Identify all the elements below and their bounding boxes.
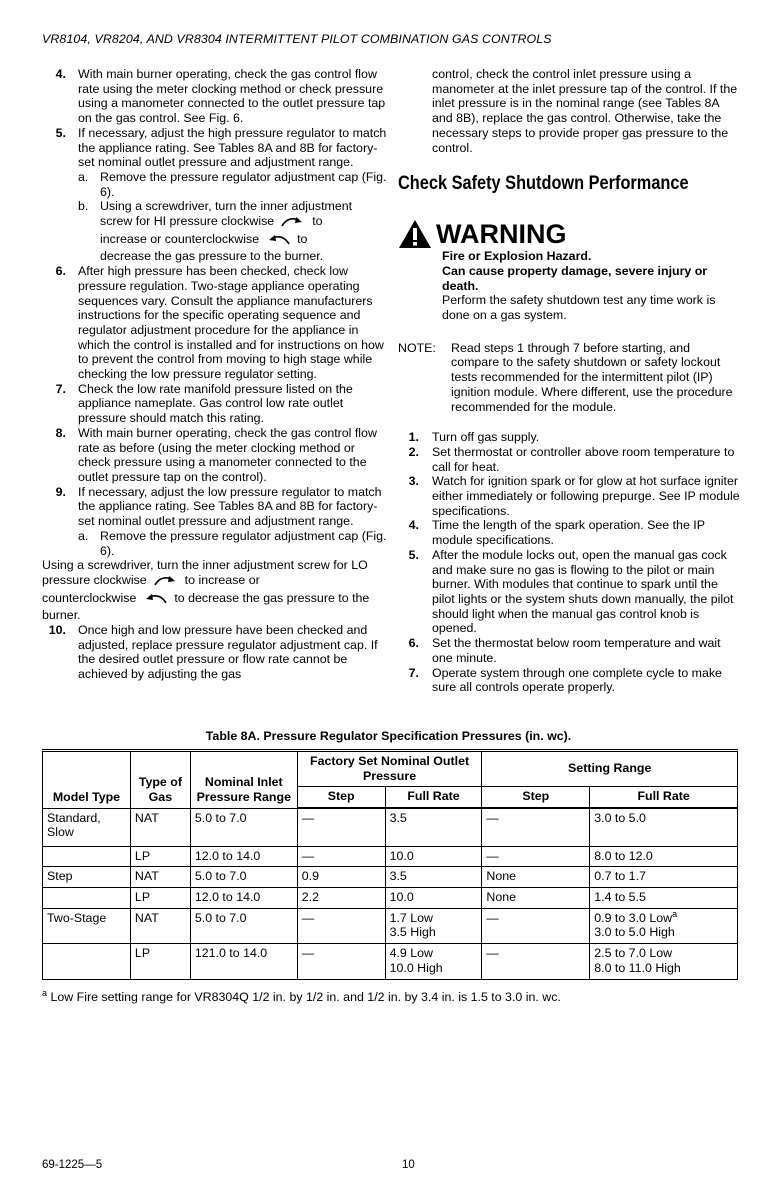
note — [398, 341, 741, 415]
warning-consequence: Can cause property damage, severe injury or death. — [442, 263, 708, 293]
safety-steps-list — [398, 430, 741, 695]
warning-hazard: Fire or Explosion Hazard. — [442, 249, 592, 264]
cell-line: 4.9 Low — [389, 946, 433, 961]
cell-factory-step: — — [297, 808, 385, 846]
step-number: 4. — [408, 518, 419, 533]
list-item — [42, 126, 387, 170]
cell-model: Step — [43, 867, 131, 888]
pressure-spec-table — [42, 749, 738, 980]
step-text: Time the length of the spark operation. See the IP module specifications. — [432, 518, 705, 548]
table-row — [43, 944, 738, 979]
header-setting-full: Full Rate — [590, 787, 738, 808]
step-text: Set thermostat or controller above room temperature to call for heat. — [432, 444, 735, 474]
warning-label: WARNING — [436, 219, 567, 250]
step-number: 3. — [408, 474, 419, 489]
cell-setting-full: 1.4 to 5.5 — [590, 888, 738, 909]
cell-line: 3.0 to 5.0 High — [594, 925, 675, 940]
item-text: If necessary, adjust the high pressure regulator to match the appliance rating. See Tables 8A and 8B for factory-set nominal outlet pressure and adjustment range. — [78, 125, 387, 170]
list-item — [42, 426, 387, 485]
cell-model — [43, 846, 131, 867]
clockwise-arrow-icon — [280, 215, 306, 232]
cell-inlet: 5.0 to 7.0 — [190, 808, 297, 846]
cell-model: Standard, Slow — [43, 808, 131, 846]
item-text: With main burner operating, check the gas control flow rate as before (using the meter clocking method or check pressure using a manometer connected to the outlet pressure tap on the control). — [78, 425, 377, 484]
footnote-marker: a — [672, 908, 678, 919]
lo-pressure-paragraph — [42, 558, 387, 623]
list-item — [42, 264, 387, 382]
cell-setting-step: — — [482, 908, 590, 943]
table-footnote — [42, 986, 561, 1005]
item-number: 9. — [55, 484, 66, 499]
table-row — [43, 846, 738, 867]
sub-item — [42, 529, 387, 558]
cell-setting-full — [590, 908, 738, 943]
sub-item-letter: a. — [78, 528, 89, 543]
cell-factory-step: — — [297, 908, 385, 943]
cell-inlet: 5.0 to 7.0 — [190, 867, 297, 888]
step-text: Turn off gas supply. — [432, 430, 540, 445]
cell-setting-step: — — [482, 846, 590, 867]
cell-setting-full — [590, 944, 738, 979]
cell-factory-step: 0.9 — [297, 867, 385, 888]
item-number: 5. — [55, 125, 66, 140]
cell-model — [43, 944, 131, 979]
list-item — [398, 430, 741, 445]
cell-model: Two-Stage — [43, 908, 131, 943]
cell-line: 10.0 High — [389, 960, 443, 975]
header-setting-range: Setting Range — [482, 751, 738, 787]
cell-gas: NAT — [130, 808, 190, 846]
cell-line-text: 0.9 to 3.0 Low — [594, 910, 673, 925]
header-factory-step: Step — [297, 787, 385, 808]
cell-inlet: 121.0 to 14.0 — [190, 944, 297, 979]
cell-setting-step: — — [482, 808, 590, 846]
list-item — [42, 485, 387, 529]
item-text: If necessary, adjust the low pressure regulator to match the appliance rating. See Tables 8A and 8B for factory-set nominal outlet pressure and adjustment range. — [78, 484, 382, 529]
warning-body — [398, 249, 741, 323]
step-number: 2. — [408, 444, 419, 459]
sub-item-text: increase or counterclockwise — [100, 231, 260, 246]
cell-factory-full — [385, 908, 482, 943]
cell-factory-full: 10.0 — [385, 846, 482, 867]
list-item — [398, 445, 741, 474]
cell-setting-step: — — [482, 944, 590, 979]
step-text: Operate system through one complete cycle to make sure all controls operate properly. — [432, 665, 722, 695]
sub-item-letter: a. — [78, 169, 89, 184]
item-text: With main burner operating, check the gas control flow rate using the meter clocking method or check pressure using a manometer connected to the outlet pressure tap on the gas control. See Fig. 6. — [78, 67, 386, 126]
step-text: Set the thermostat below room temperature and wait one minute. — [432, 636, 721, 665]
item-text: After high pressure has been checked, check low pressure regulation. Two-stage appliance operating sequences vary. Consult the appliance manufacturers instructions for the specific operating sequence and regulator adjustment procedure for the appliance in which the control is installed and for instructions on how to prevent the control from moving to high stage while checking the low pressure regulator setting. — [78, 264, 384, 382]
cell-line: 8.0 to 11.0 High — [594, 960, 681, 975]
counterclockwise-arrow-icon — [265, 233, 291, 250]
sub-item-text: decrease the gas pressure to the burner. — [100, 249, 324, 264]
table-header-row — [43, 751, 738, 787]
cell-factory-full — [385, 944, 482, 979]
cell-inlet: 12.0 to 14.0 — [190, 846, 297, 867]
continued-text: control, check the control inlet pressure using a manometer at the inlet pressure tap of the control. If the inlet pressure is in the nominal range (see Tables 8A and 8B), replace the gas control. Otherwise, take the necessary steps to provide proper gas pressure to the control. — [432, 67, 738, 155]
header-inlet-pressure: Nominal Inlet Pressure Range — [190, 751, 297, 809]
paragraph-text: counterclockwise — [42, 590, 137, 605]
header-gas-type: Type of Gas — [130, 751, 190, 809]
list-item — [398, 474, 741, 518]
item-number: 10. — [48, 623, 66, 638]
list-item — [398, 636, 741, 665]
cell-factory-step: — — [297, 846, 385, 867]
note-label: NOTE: — [398, 340, 436, 355]
sub-item-text: Using a screwdriver, turn the inner adjustment screw for HI pressure clockwise — [100, 199, 353, 229]
table-row — [43, 808, 738, 846]
sub-item-text: to — [312, 214, 323, 229]
cell-gas: NAT — [130, 908, 190, 943]
step-text: Watch for ignition spark or for glow at hot surface igniter either immediately or following prepurge. See IP module specifications. — [432, 474, 740, 518]
step-number: 5. — [408, 547, 419, 562]
cell-gas: LP — [130, 944, 190, 979]
paragraph-text: to decrease the gas pressure to the burner. — [42, 590, 370, 623]
cell-factory-full: 3.5 — [385, 867, 482, 888]
cell-inlet: 5.0 to 7.0 — [190, 908, 297, 943]
list-item — [42, 67, 387, 126]
table-row — [43, 908, 738, 943]
cell-setting-step: None — [482, 867, 590, 888]
header-factory-set: Factory Set Nominal Outlet Pressure — [297, 751, 482, 787]
step-text: After the module locks out, open the manual gas cock and make sure no gas is flowing to the pilot or main burner. With modules that continue to spark until the pilot lights or the system shuts down manually, the pilot should light when the manual gas control knob is opened. — [432, 547, 734, 636]
left-column — [42, 67, 387, 682]
cell-setting-step: None — [482, 888, 590, 909]
step-number: 1. — [408, 430, 419, 445]
cell-line: 1.7 Low — [389, 910, 433, 925]
item-text: Once high and low pressure have been checked and adjusted, replace pressure regulator adjustment cap. If the desired outlet pressure or flow rate cannot be achieved by adjusting the gas — [78, 623, 378, 682]
step-number: 7. — [408, 665, 419, 680]
note-text: Read steps 1 through 7 before starting, and compare to the safety shutdown or safety lockout tests recommended for the intermittent pilot (IP) ignition module. Where different, use the procedure recommended for the module. — [451, 340, 733, 414]
cell-setting-full: 3.0 to 5.0 — [590, 808, 738, 846]
warning-instruction: Perform the safety shutdown test any time work is done on a gas system. — [442, 293, 716, 323]
list-item — [398, 548, 741, 636]
header-setting-step: Step — [482, 787, 590, 808]
cell-factory-full: 10.0 — [385, 888, 482, 909]
cell-factory-step: 2.2 — [297, 888, 385, 909]
sub-item-letter: b. — [78, 199, 89, 214]
table-caption: Table 8A. Pressure Regulator Specification Pressures (in. wc). — [205, 729, 572, 743]
item-number: 6. — [55, 264, 66, 279]
list-item — [42, 623, 387, 682]
cell-setting-full: 8.0 to 12.0 — [590, 846, 738, 867]
header-model-type: Model Type — [43, 751, 131, 809]
cell-factory-full: 3.5 — [385, 808, 482, 846]
sub-item-text: to — [297, 231, 308, 246]
cell-model — [43, 888, 131, 909]
footnote-text: Low Fire setting range for VR8304Q 1/2 in. by 1/2 in. and 1/2 in. by 3.4 in. is 1.5 to 3.0 in. wc. — [50, 990, 561, 1005]
footnote-marker: a — [42, 988, 48, 998]
header-factory-full: Full Rate — [385, 787, 482, 808]
sub-item — [42, 199, 387, 264]
item-text: Check the low rate manifold pressure listed on the appliance nameplate. Gas control low rate outlet pressure should match this rating. — [78, 381, 353, 426]
page-number: 10 — [402, 1159, 415, 1171]
cell-inlet: 12.0 to 14.0 — [190, 888, 297, 909]
sub-item — [42, 170, 387, 199]
cell-gas: LP — [130, 888, 190, 909]
cell-factory-step: — — [297, 944, 385, 979]
warning-title — [398, 219, 741, 249]
counterclockwise-arrow-icon — [142, 592, 168, 609]
document-number: 69-1225—5 — [42, 1159, 103, 1171]
section-heading: Check Safety Shutdown Performance — [398, 173, 689, 195]
sub-item-text: Remove the pressure regulator adjustment cap (Fig. 6). — [100, 528, 387, 558]
step-number: 6. — [408, 636, 419, 651]
cell-gas: LP — [130, 846, 190, 867]
list-item — [398, 666, 741, 695]
table-row — [43, 867, 738, 888]
item-number: 4. — [55, 67, 66, 81]
table-row — [43, 888, 738, 909]
cell-gas: NAT — [130, 867, 190, 888]
item-number: 8. — [55, 425, 66, 440]
paragraph-text: Using a screwdriver, turn the inner adjustment screw for LO pressure clockwise — [42, 558, 368, 587]
list-item — [398, 518, 741, 547]
sub-item-text: Remove the pressure regulator adjustment cap (Fig. 6). — [100, 169, 387, 199]
cell-setting-full: 0.7 to 1.7 — [590, 867, 738, 888]
warning-triangle-icon — [398, 219, 432, 249]
right-column — [398, 67, 741, 695]
clockwise-arrow-icon — [153, 574, 179, 591]
cell-line: 3.5 High — [389, 925, 436, 940]
running-header: VR8104, VR8204, AND VR8304 INTERMITTENT PILOT COMBINATION GAS CONTROLS — [42, 32, 552, 46]
list-item — [42, 382, 387, 426]
cell-line — [594, 908, 733, 926]
cell-line: 2.5 to 7.0 Low — [594, 946, 673, 961]
item-number: 7. — [55, 381, 66, 396]
paragraph-text: to increase or — [184, 572, 260, 587]
